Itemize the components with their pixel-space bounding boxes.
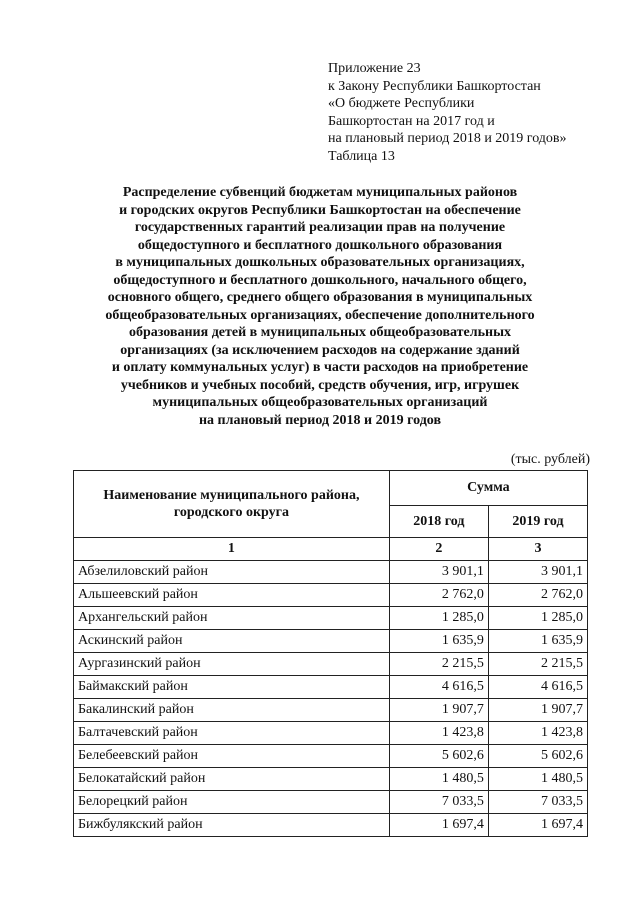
table-row (74, 722, 588, 745)
district-name: Аургазинский район (74, 653, 390, 676)
units-label: (тыс. рублей) (510, 452, 590, 467)
amount-2019: 1 907,7 (488, 699, 587, 722)
table-row (74, 607, 588, 630)
amount-2018: 4 616,5 (389, 676, 488, 699)
column-index: 3 (488, 538, 587, 561)
table-row (74, 584, 588, 607)
header-line: на плановый период 2018 и 2019 годов» (328, 131, 567, 146)
amount-2018: 5 602,6 (389, 745, 488, 768)
table-row (74, 745, 588, 768)
header-sum-cell: Сумма (389, 471, 587, 506)
appendix-header (328, 60, 567, 165)
district-name: Бижбулякский район (74, 814, 390, 837)
subsidy-table (73, 470, 588, 837)
table-row (74, 768, 588, 791)
document-title (60, 184, 580, 429)
amount-2018: 2 215,5 (389, 653, 488, 676)
amount-2018: 1 423,8 (389, 722, 488, 745)
amount-2019: 2 762,0 (488, 584, 587, 607)
amount-2018: 1 907,7 (389, 699, 488, 722)
amount-2018: 2 762,0 (389, 584, 488, 607)
district-name: Белебеевский район (74, 745, 390, 768)
amount-2018: 1 697,4 (389, 814, 488, 837)
title-line: учебников и учебных пособий, средств обучения, игр, игрушек (120, 377, 520, 393)
district-name: Абзелиловский район (74, 561, 390, 584)
table-row (74, 561, 588, 584)
header-line: Башкортостан на 2017 год и (328, 113, 495, 129)
header-line: Таблица 13 (328, 148, 395, 164)
header-name-cell (74, 471, 390, 538)
header-line: Приложение 23 (328, 61, 421, 76)
table-row (74, 699, 588, 722)
title-line: общедоступного и бесплатного дошкольного, начального общего, (113, 272, 527, 288)
district-name: Аскинский район (74, 630, 390, 653)
title-line: в муниципальных дошкольных образовательных организациях, (115, 255, 525, 270)
header-2018-cell: 2018 год (389, 506, 488, 538)
amount-2018: 1 635,9 (389, 630, 488, 653)
title-line: и оплату коммунальных услуг) в части расходов на приобретение (111, 360, 529, 375)
header-2019-cell: 2019 год (488, 506, 587, 538)
title-line: муниципальных общеобразовательных организаций (152, 395, 488, 410)
amount-2019: 1 480,5 (488, 768, 587, 791)
amount-2019: 1 423,8 (488, 722, 587, 745)
title-line: основного общего, среднего общего образования в муниципальных (107, 290, 533, 305)
amount-2019: 2 215,5 (488, 653, 587, 676)
amount-2018: 7 033,5 (389, 791, 488, 814)
table-row (74, 630, 588, 653)
title-line: общеобразовательных организациях, обеспечение дополнительного (105, 307, 535, 323)
amount-2019: 3 901,1 (488, 561, 587, 584)
table-row (74, 676, 588, 699)
district-name: Балтачевский район (74, 722, 390, 745)
district-name: Альшеевский район (74, 584, 390, 607)
district-name: Белокатайский район (74, 768, 390, 791)
header-name-line: городского округа (173, 505, 289, 520)
amount-2018: 1 480,5 (389, 768, 488, 791)
title-line: общедоступного и бесплатного дошкольного образования (137, 237, 503, 253)
header-line: «О бюджете Республики (328, 96, 475, 111)
column-index: 1 (74, 538, 390, 561)
amount-2019: 1 697,4 (488, 814, 587, 837)
table-header-row (74, 471, 588, 506)
header-name-line: Наименование муниципального района, (103, 488, 360, 503)
district-name: Белорецкий район (74, 791, 390, 814)
amount-2019: 7 033,5 (488, 791, 587, 814)
district-name: Бакалинский район (74, 699, 390, 722)
column-index-row (74, 538, 588, 561)
title-line: Распределение субвенций бюджетам муниципальных районов (122, 185, 518, 200)
table-row (74, 814, 588, 837)
amount-2019: 5 602,6 (488, 745, 587, 768)
column-index: 2 (389, 538, 488, 561)
district-name: Баймакский район (74, 676, 390, 699)
amount-2019: 1 635,9 (488, 630, 587, 653)
title-line: государственных гарантий реализации прав на получение (134, 220, 506, 235)
title-line: организациях (за исключением расходов на содержание зданий (120, 342, 520, 358)
table-row (74, 791, 588, 814)
amount-2018: 1 285,0 (389, 607, 488, 630)
table-row (74, 653, 588, 676)
amount-2018: 3 901,1 (389, 561, 488, 584)
amount-2019: 4 616,5 (488, 676, 587, 699)
title-line: образования детей в муниципальных общеобразовательных (128, 325, 512, 340)
title-line: на плановый период 2018 и 2019 годов (198, 412, 442, 428)
header-line: к Закону Республики Башкортостан (328, 78, 541, 94)
district-name: Архангельский район (74, 607, 390, 630)
title-line: и городских округов Республики Башкортостан на обеспечение (119, 202, 521, 218)
amount-2019: 1 285,0 (488, 607, 587, 630)
